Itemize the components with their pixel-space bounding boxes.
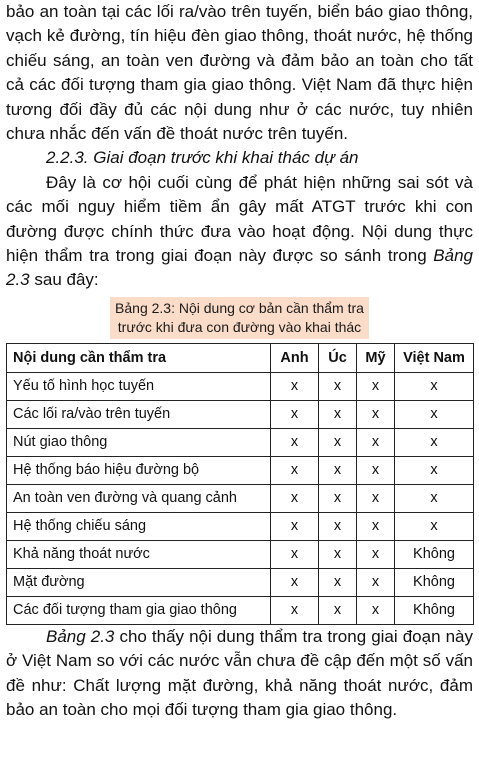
- cell-australia: x: [319, 372, 357, 400]
- row-content: Các đối tượng tham gia giao thông: [7, 596, 271, 624]
- row-content: Các lối ra/vào trên tuyến: [7, 400, 271, 428]
- cell-uk: x: [271, 512, 319, 540]
- cell-vietnam: Không: [395, 568, 474, 596]
- intro-paragraph: bảo an toàn tại các lối ra/vào trên tuyến, biển báo giao thông, vạch kẻ đường, tín hiệu đèn giao thông, thoát nước, hệ thống chiếu sáng, an toàn ven đường và đảm bảo an toàn cho tất cả các đối tượng tham gia giao thông. Việt Nam đã thực hiện tương đối đầy đủ các nội dung như ở các nước, tuy nhiên chưa nhắc đến vấn đề thoát nước trên tuyến.: [6, 2, 473, 144]
- row-content: Yếu tố hình học tuyến: [7, 372, 271, 400]
- row-content: Nút giao thông: [7, 428, 271, 456]
- document-page: [6, 0, 473, 723]
- cell-uk: x: [271, 540, 319, 568]
- row-content: Khả năng thoát nước: [7, 540, 271, 568]
- table-reference: Bảng 2.3: [46, 626, 115, 646]
- cell-vietnam: x: [395, 512, 474, 540]
- paragraph-2: [6, 171, 473, 293]
- cell-usa: x: [357, 400, 395, 428]
- cell-usa: x: [357, 568, 395, 596]
- section-heading: 2.2.3. Giai đoạn trước khi khai thác dự án: [46, 148, 359, 168]
- cell-vietnam: x: [395, 484, 474, 512]
- header-australia: Úc: [319, 343, 357, 372]
- cell-uk: x: [271, 568, 319, 596]
- cell-uk: x: [271, 596, 319, 624]
- table-row: [7, 484, 474, 512]
- cell-australia: x: [319, 400, 357, 428]
- table-row: [7, 540, 474, 568]
- cell-australia: x: [319, 596, 357, 624]
- cell-australia: x: [319, 568, 357, 596]
- header-content: Nội dung cần thẩm tra: [7, 343, 271, 372]
- row-content: An toàn ven đường và quang cảnh: [7, 484, 271, 512]
- table-header-row: [7, 343, 474, 372]
- cell-australia: x: [319, 428, 357, 456]
- cell-vietnam: Không: [395, 596, 474, 624]
- header-uk: Anh: [271, 343, 319, 372]
- cell-australia: x: [319, 540, 357, 568]
- cell-vietnam: x: [395, 428, 474, 456]
- table-row: [7, 372, 474, 400]
- table-row: [7, 512, 474, 540]
- row-content: Hệ thống báo hiệu đường bộ: [7, 456, 271, 484]
- cell-usa: x: [357, 484, 395, 512]
- cell-uk: x: [271, 372, 319, 400]
- table-reference: Bảng 2.3: [6, 246, 473, 290]
- cell-vietnam: x: [395, 372, 474, 400]
- table-caption-line2: trước khi đưa con đường vào khai thác: [117, 318, 362, 335]
- table-row: [7, 568, 474, 596]
- cell-uk: x: [271, 456, 319, 484]
- table-caption: [110, 297, 369, 339]
- paragraph-3: [6, 625, 473, 723]
- cell-vietnam: x: [395, 456, 474, 484]
- cell-uk: x: [271, 400, 319, 428]
- cell-vietnam: Không: [395, 540, 474, 568]
- cell-usa: x: [357, 428, 395, 456]
- header-usa: Mỹ: [357, 343, 395, 372]
- table-row: [7, 596, 474, 624]
- table-row: [7, 400, 474, 428]
- paragraph-2-text: Đây là cơ hội cuối cùng để phát hiện những sai sót và các mối nguy hiểm tiềm ẩn gây mất ATGT trước khi con đường được chính thức đưa vào hoạt động. Nội dung thực hiện thẩm tra trong giai đoạn này được so sánh trong: [6, 172, 473, 266]
- cell-usa: x: [357, 372, 395, 400]
- paragraph-2-tail: sau đây:: [29, 270, 99, 290]
- comparison-table: [6, 343, 474, 625]
- cell-usa: x: [357, 540, 395, 568]
- table-caption-wrap: [6, 297, 473, 339]
- cell-uk: x: [271, 484, 319, 512]
- table-caption-line1: Bảng 2.3: Nội dung cơ bản cần thẩm tra: [115, 299, 364, 316]
- cell-australia: x: [319, 484, 357, 512]
- row-content: Mặt đường: [7, 568, 271, 596]
- cell-uk: x: [271, 428, 319, 456]
- paragraph-3-text: cho thấy nội dung thẩm tra trong giai đoạn này ở Việt Nam so với các nước vẫn chưa đề cập đến một số vấn đề như: Chất lượng mặt đường, khả năng thoát nước, đảm bảo an toàn cho mọi đối tượng tham gia giao thông.: [6, 626, 473, 720]
- cell-usa: x: [357, 512, 395, 540]
- cell-australia: x: [319, 512, 357, 540]
- cell-australia: x: [319, 456, 357, 484]
- cell-usa: x: [357, 596, 395, 624]
- cell-usa: x: [357, 456, 395, 484]
- cell-vietnam: x: [395, 400, 474, 428]
- row-content: Hệ thống chiếu sáng: [7, 512, 271, 540]
- table-row: [7, 428, 474, 456]
- header-vietnam: Việt Nam: [395, 343, 474, 372]
- table-row: [7, 456, 474, 484]
